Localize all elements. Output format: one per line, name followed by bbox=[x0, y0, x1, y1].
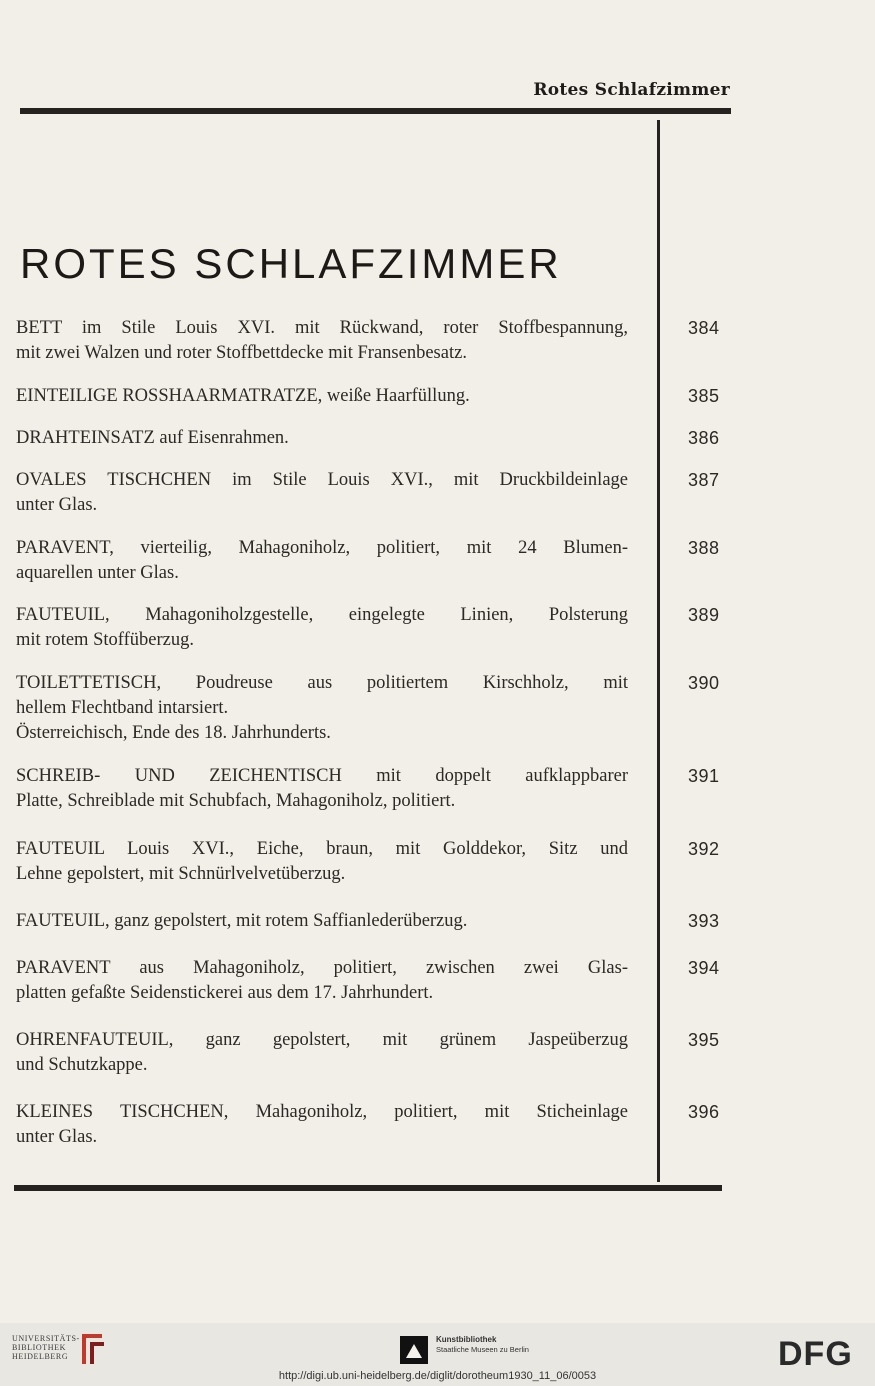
entry-line: OHRENFAUTEUIL, ganz gepolstert, mit grünem Jaspeüberzug bbox=[16, 1030, 628, 1050]
entry-385 bbox=[16, 384, 628, 409]
entry-line: FAUTEUIL, Mahagoniholzgestelle, eingelegte Linien, Polsterung bbox=[16, 605, 628, 625]
kunstbibliothek-title: Kunstbibliothek bbox=[436, 1335, 497, 1344]
entry-line: unter Glas. bbox=[16, 1127, 98, 1147]
entry-388 bbox=[16, 536, 628, 586]
entry-387 bbox=[16, 468, 628, 518]
lot-number: 394 bbox=[688, 958, 720, 978]
bottom-rule bbox=[14, 1185, 722, 1191]
university-library-logo[interactable] bbox=[12, 1334, 80, 1361]
entry-line: EINTEILIGE ROSSHAARMATRATZE, weiße Haarfüllung. bbox=[16, 386, 470, 406]
entry-line: KLEINES TISCHCHEN, Mahagoniholz, politiert, mit Sticheinlage bbox=[16, 1102, 628, 1122]
entry-391 bbox=[16, 764, 628, 814]
entry-line: Platte, Schreiblade mit Schubfach, Mahagoniholz, politiert. bbox=[16, 791, 456, 811]
dfg-logo[interactable]: DFG bbox=[778, 1335, 853, 1373]
lot-number: 390 bbox=[688, 673, 720, 693]
lot-number: 389 bbox=[688, 605, 720, 625]
entry-line: OVALES TISCHCHEN im Stile Louis XVI., mit Druckbildeinlage bbox=[16, 470, 628, 490]
running-head: Rotes Schlafzimmer bbox=[533, 80, 730, 100]
entry-line: BETT im Stile Louis XVI. mit Rückwand, roter Stoffbespannung, bbox=[16, 318, 628, 338]
logo-text-line: UNIVERSITÄTS- bbox=[12, 1334, 80, 1343]
entry-line: hellem Flechtband intarsiert. bbox=[16, 698, 229, 718]
entry-line: SCHREIB- UND ZEICHENTISCH mit doppelt aufklappbarer bbox=[16, 766, 628, 786]
entry-line: PARAVENT aus Mahagoniholz, politiert, zwischen zwei Glas- bbox=[16, 958, 628, 978]
entry-395 bbox=[16, 1028, 628, 1078]
column-divider bbox=[657, 120, 660, 1182]
entry-396 bbox=[16, 1100, 628, 1150]
section-heading: ROTES SCHLAFZIMMER bbox=[20, 240, 562, 287]
entry-line: unter Glas. bbox=[16, 495, 98, 515]
entry-389 bbox=[16, 603, 628, 653]
lot-number: 395 bbox=[688, 1030, 720, 1050]
lot-number: 396 bbox=[688, 1102, 720, 1122]
entry-line: DRAHTEINSATZ auf Eisenrahmen. bbox=[16, 428, 289, 448]
logo-text-line: BIBLIOTHEK bbox=[12, 1343, 66, 1352]
lot-number: 385 bbox=[688, 386, 720, 406]
university-seal-icon bbox=[80, 1332, 106, 1366]
entry-393 bbox=[16, 909, 628, 934]
kunstbibliothek-logo[interactable] bbox=[436, 1335, 529, 1355]
entry-line: platten gefaßte Seidenstickerei aus dem 17. Jahrhundert. bbox=[16, 983, 434, 1003]
entry-line: Lehne gepolstert, mit Schnürlvelvetüberzug. bbox=[16, 864, 346, 884]
source-url[interactable]: http://digi.ub.uni-heidelberg.de/diglit/dorotheum1930_11_06/0053 bbox=[278, 1370, 597, 1382]
lot-number: 384 bbox=[688, 318, 720, 338]
logo-text-line: HEIDELBERG bbox=[12, 1352, 69, 1361]
entry-386 bbox=[16, 426, 628, 451]
lot-number: 393 bbox=[688, 911, 720, 931]
entry-line: mit rotem Stoffüberzug. bbox=[16, 630, 194, 650]
top-rule bbox=[20, 108, 731, 114]
lot-number: 392 bbox=[688, 839, 720, 859]
entry-line: und Schutzkappe. bbox=[16, 1055, 148, 1075]
kunstbibliothek-subtitle: Staatliche Museen zu Berlin bbox=[436, 1345, 529, 1354]
entry-394 bbox=[16, 956, 628, 1006]
lot-number: 387 bbox=[688, 470, 720, 490]
entry-line: mit zwei Walzen und roter Stoffbettdecke mit Fransenbesatz. bbox=[16, 343, 467, 363]
entry-line: Österreichisch, Ende des 18. Jahrhunderts. bbox=[16, 723, 331, 743]
entry-line: TOILETTETISCH, Poudreuse aus politiertem Kirschholz, mit bbox=[16, 673, 628, 693]
lot-number: 386 bbox=[688, 428, 720, 448]
lot-number: 391 bbox=[688, 766, 720, 786]
entry-390 bbox=[16, 671, 628, 746]
entry-line: FAUTEUIL Louis XVI., Eiche, braun, mit Golddekor, Sitz und bbox=[16, 839, 628, 859]
entry-line: aquarellen unter Glas. bbox=[16, 563, 179, 583]
entry-line: FAUTEUIL, ganz gepolstert, mit rotem Saffianlederüberzug. bbox=[16, 911, 468, 931]
entry-392 bbox=[16, 837, 628, 887]
entry-line: PARAVENT, vierteilig, Mahagoniholz, politiert, mit 24 Blumen- bbox=[16, 538, 628, 558]
lot-number: 388 bbox=[688, 538, 720, 558]
entry-384 bbox=[16, 316, 628, 366]
kunstbibliothek-icon bbox=[400, 1336, 428, 1364]
